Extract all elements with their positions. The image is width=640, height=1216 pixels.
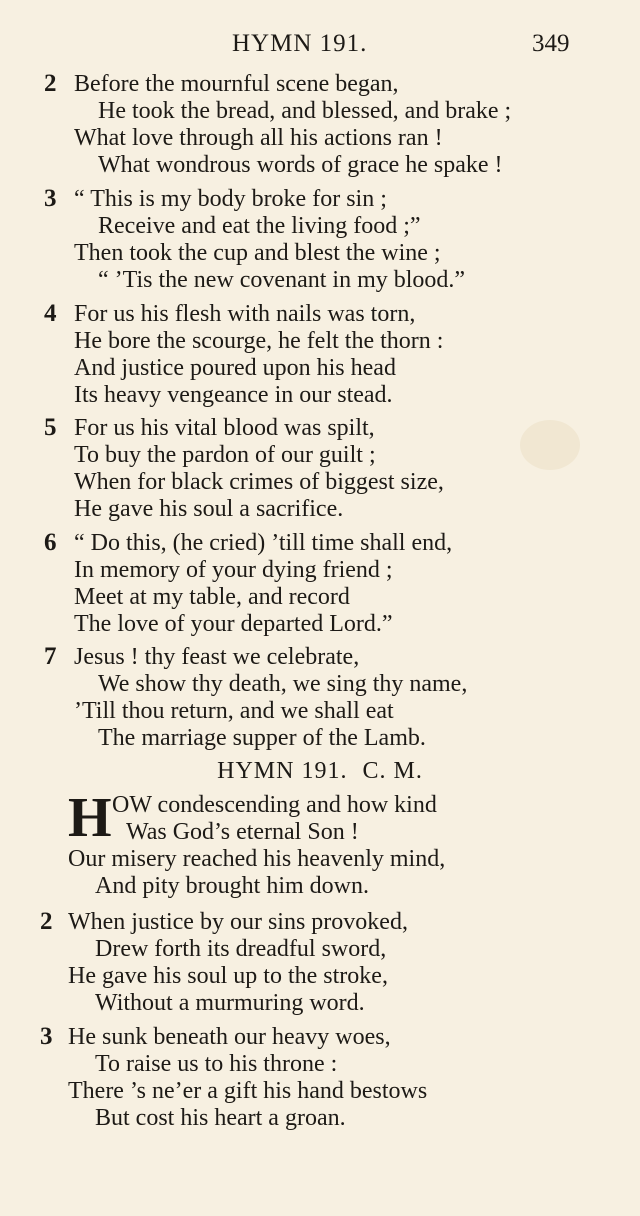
verse-line: Was God’s eternal Son ! [126, 819, 359, 845]
hymn-heading-title: HYMN 191. [217, 758, 348, 784]
verse-number: 4 [44, 300, 57, 327]
verse-line: What wondrous words of grace he spake ! [98, 152, 503, 178]
verse-line: Meet at my table, and record [74, 584, 350, 610]
verse-line: He sunk beneath our heavy woes, [68, 1024, 391, 1050]
verse-line: Without a murmuring word. [95, 990, 365, 1016]
verse-line: “ This is my body broke for sin ; [74, 186, 387, 212]
verse-line: Before the mournful scene began, [74, 71, 399, 97]
hymn-heading-meter: C. M. [362, 758, 423, 784]
running-head [0, 30, 640, 64]
verse-line: “ Do this, (he cried) ’till time shall end, [74, 530, 453, 556]
verse-line: Receive and eat the living food ;” [98, 213, 421, 239]
verse-line: He bore the scourge, he felt the thorn : [74, 328, 444, 354]
verse-line: When for black crimes of biggest size, [74, 469, 444, 495]
verse-line: And justice poured upon his head [74, 355, 396, 381]
drop-cap-letter: H [68, 787, 112, 849]
verse-number: 5 [44, 414, 57, 441]
hymn-heading [0, 758, 640, 785]
verse-line: We show thy death, we sing thy name, [98, 671, 468, 697]
verse-line: And pity brought him down. [95, 873, 369, 899]
verse-line: He gave his soul up to the stroke, [68, 963, 388, 989]
verse-number: 7 [44, 643, 57, 670]
verse-number: 3 [40, 1023, 53, 1050]
verse-line: He took the bread, and blessed, and brake ; [98, 98, 512, 124]
verse-line: The marriage supper of the Lamb. [98, 725, 426, 751]
verse-line: For us his flesh with nails was torn, [74, 301, 416, 327]
page-number: 349 [532, 30, 570, 57]
verse-line: Drew forth its dreadful sword, [95, 936, 387, 962]
verse-number: 6 [44, 529, 57, 556]
verse-line: The love of your departed Lord.” [74, 611, 393, 637]
verse-line: Our misery reached his heavenly mind, [68, 846, 446, 872]
verse-line: There ’s ne’er a gift his hand bestows [68, 1078, 428, 1104]
verse-line: In memory of your dying friend ; [74, 557, 393, 583]
verse-line: Its heavy vengeance in our stead. [74, 382, 393, 408]
paper-stain [520, 420, 580, 470]
verse-line: For us his vital blood was spilt, [74, 415, 375, 441]
verse-line: OW condescending and how kind [112, 792, 437, 818]
running-title: HYMN 191. [232, 30, 368, 57]
verse-line: Then took the cup and blest the wine ; [74, 240, 441, 266]
verse-line: ’Till thou return, and we shall eat [74, 698, 394, 724]
verse-line: He gave his soul a sacrifice. [74, 496, 344, 522]
verse-line: What love through all his actions ran ! [74, 125, 443, 151]
verse-number: 2 [44, 70, 57, 97]
verse-line: But cost his heart a groan. [95, 1105, 346, 1131]
verse-line: To buy the pardon of our guilt ; [74, 442, 376, 468]
verse-number: 3 [44, 185, 57, 212]
verse-line: To raise us to his throne : [95, 1051, 338, 1077]
verse-line: “ ’Tis the new covenant in my blood.” [98, 267, 466, 293]
verse-line: When justice by our sins provoked, [68, 909, 408, 935]
verse-number: 2 [40, 908, 53, 935]
verse-line: Jesus ! thy feast we celebrate, [74, 644, 360, 670]
